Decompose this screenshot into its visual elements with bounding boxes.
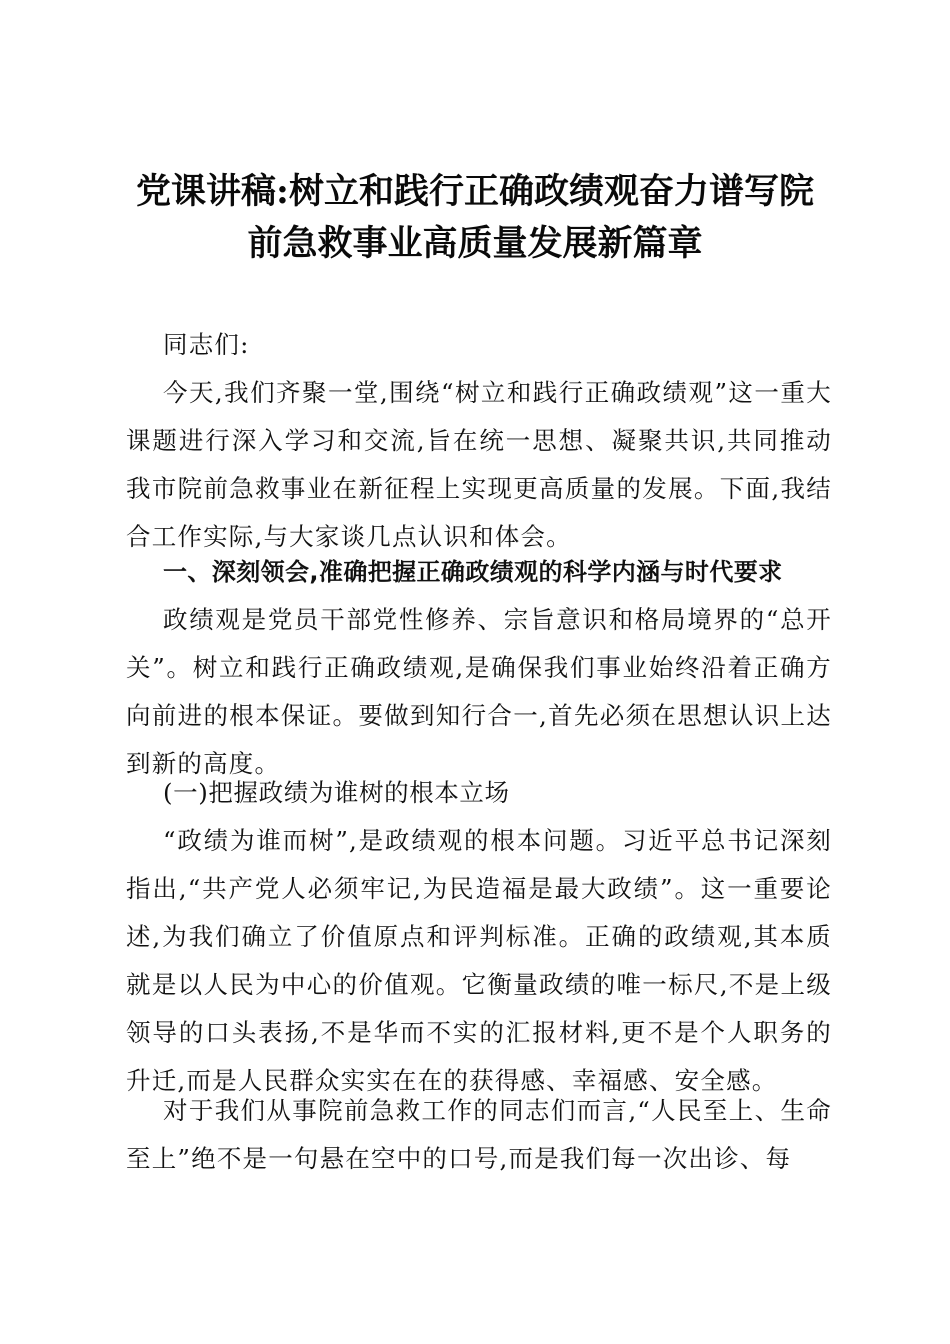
subsection-1-paragraph: “政绩为谁而树”,是政绩观的根本问题。习近平总书记深刻指出,“共产党人必须牢记,为民造福是最大政绩”。这一重要论述,为我们确立了价值原点和评判标准。正确的政绩观,其本质就是以人民为中心的价值观。它衡量政绩的唯一标尺,不是上级领导的口头表扬,不是华而不实的汇报材料,更不是个人职务的升迁,而是人民群众实实在在的获得感、幸福感、安全感。 bbox=[126, 826, 832, 1095]
section-1-paragraph: 政绩观是党员干部党性修养、宗旨意识和格局境界的“总开关”。树立和践行正确政绩观,是确保我们事业始终沿着正确方向前进的根本保证。要做到知行合一,首先必须在思想认识上达到新的高度。 bbox=[126, 605, 832, 778]
document-title-line-1: 党课讲稿:树立和践行正确政绩观奋力谱写院 bbox=[136, 171, 814, 212]
intro-paragraph: 今天,我们齐聚一堂,围绕“树立和践行正确政绩观”这一重大课题进行深入学习和交流,旨在统一思想、凝聚共识,共同推动我市院前急救事业在新征程上实现更高质量的发展。下面,我结合工作实际,与大家谈几点认识和体会。 bbox=[126, 378, 832, 551]
document-title-line-2: 前急救事业高质量发展新篇章 bbox=[247, 223, 703, 264]
section-heading-1: 一、深刻领会,准确把握正确政绩观的科学内涵与时代要求 bbox=[163, 558, 783, 586]
closing-paragraph: 对于我们从事院前急救工作的同志们而言,“人民至上、生命至上”绝不是一句悬在空中的口号,而是我们每一次出诊、每 bbox=[126, 1096, 832, 1173]
salutation: 同志们: bbox=[163, 330, 250, 359]
subsection-heading-1: (一)把握政绩为谁树的根本立场 bbox=[163, 778, 510, 807]
